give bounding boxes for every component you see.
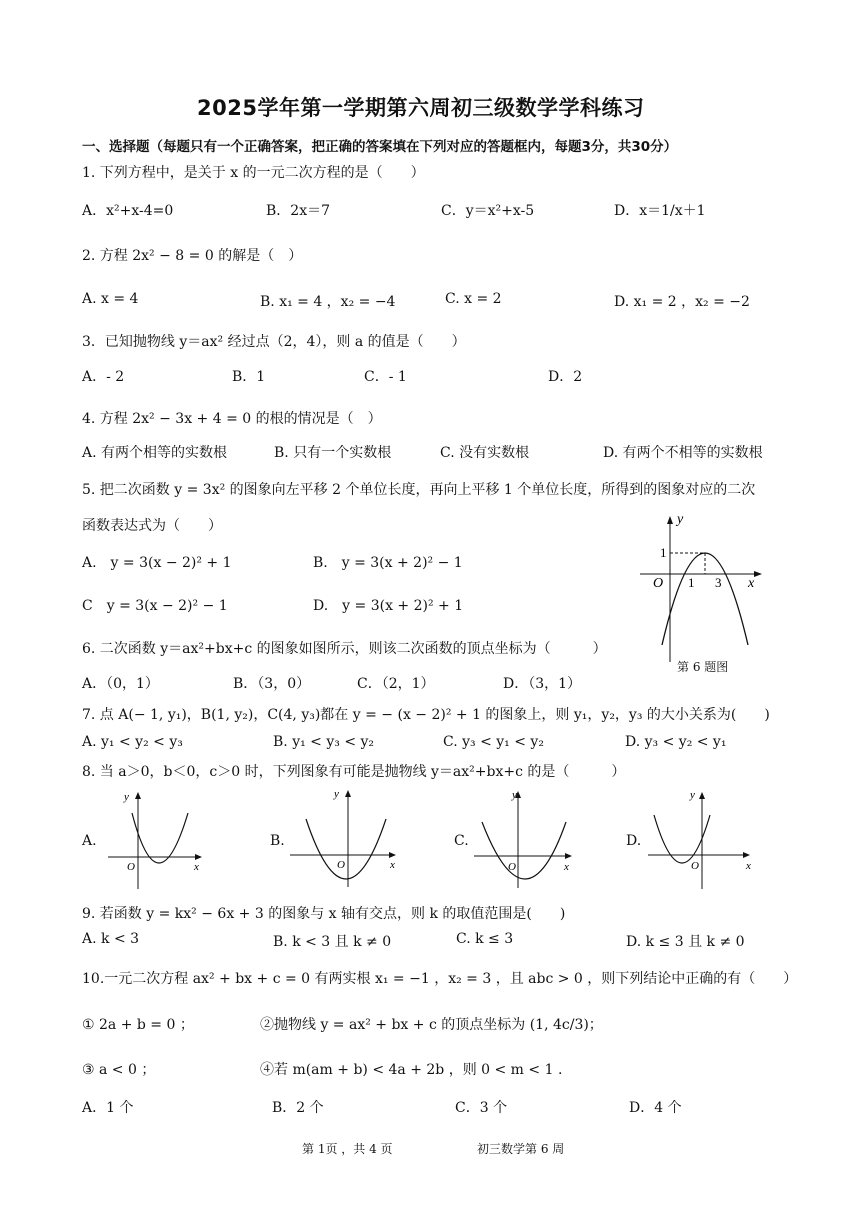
q7-option-a: A. y₁ < y₂ < y₃: [82, 734, 183, 750]
q2-option-c: C. x = 2: [445, 291, 502, 307]
q10-option-c: C．3 个: [455, 1100, 508, 1116]
origin-label: O: [337, 859, 345, 871]
question-5-stem-cont: 函数表达式为（ ）: [82, 518, 222, 534]
q6-option-a: A．（0，1）: [82, 676, 159, 692]
page-title: 2025学年第一学期第六周初三级数学学科练习: [197, 96, 645, 120]
question-2-stem: 2. 方程 2x² − 8 = 0 的解是（ ）: [82, 248, 303, 264]
question-5-stem: 5. 把二次函数 y = 3x² 的图象向左平移 2 个单位长度，再向上平移 1 个单位长度，所得到的图象对应的二次: [82, 482, 756, 498]
fig6-tick-1: 1: [688, 575, 695, 590]
q10-option-b: B．2 个: [272, 1100, 324, 1116]
q8-label-a: A.: [82, 833, 97, 849]
q9-option-d: D. k ≤ 3 且 k ≠ 0: [626, 934, 745, 950]
q5-option-b: B. y = 3(x + 2)² − 1: [313, 555, 463, 571]
q6-option-d: D．（3，1）: [503, 676, 582, 692]
q8-label-b: B.: [270, 833, 285, 849]
q5-option-a: A. y = 3(x − 2)² + 1: [82, 555, 232, 571]
question-8-stem: 8. 当 a＞0，b＜0，c＞0 时，下列图象有可能是抛物线 y＝ax²+bx+c 的是（ ）: [82, 764, 626, 780]
q6-option-b: B．（3，0）: [233, 676, 311, 692]
q10-option-a: A．1 个: [82, 1100, 134, 1116]
x-axis-label: x: [194, 861, 199, 873]
figure-6-graph: [640, 512, 770, 662]
q3-option-a: A．- 2: [82, 369, 125, 385]
q3-option-b: B．1: [232, 369, 266, 385]
section-heading: 一、选择题（每题只有一个正确答案，把正确的答案填在下列对应的答题框内，每题3分，共30分）: [82, 139, 678, 155]
q8-graph-c: [474, 784, 579, 890]
q9-option-c: C. k ≤ 3: [456, 931, 514, 947]
q10-option-d: D．4 个: [629, 1100, 682, 1116]
y-axis-label: y: [334, 788, 339, 800]
q2-option-a: A. x = 4: [82, 291, 139, 307]
y-axis-label: y: [124, 791, 129, 803]
q1-option-b: B．2x＝7: [266, 203, 330, 219]
footer-tag: 初三数学第 6 周: [477, 1142, 565, 1156]
question-3-stem: 3．已知抛物线 y＝ax² 经过点（2，4），则 a 的值是（ ）: [82, 334, 466, 350]
question-10-stem: 10.一元二次方程 ax² + bx + c = 0 有两实根 x₁ = −1 ，x₂ = 3 ，且 abc > 0 ，则下列结论中正确的有（ ）: [82, 971, 798, 987]
figure-6-caption: 第 6 题图: [677, 660, 729, 674]
q1-option-d: D．x＝1/x＋1: [614, 203, 706, 219]
q5-option-c: C y = 3(x − 2)² − 1: [82, 598, 228, 614]
q3-option-c: C．- 1: [364, 369, 407, 385]
q4-option-d: D. 有两个不相等的实数根: [603, 445, 763, 461]
fig6-tick-3: 3: [715, 575, 722, 590]
q1-option-c: C．y＝x²+x-5: [441, 203, 535, 219]
fig6-origin: O: [653, 576, 664, 591]
q4-option-a: A. 有两个相等的实数根: [82, 445, 228, 461]
origin-label: O: [691, 860, 699, 872]
q2-option-d: D. x₁ = 2 ，x₂ = −2: [614, 294, 750, 310]
footer-page-number: 第 1页 ，共 4 页: [302, 1142, 393, 1156]
q6-option-c: C．（2，1）: [357, 676, 435, 692]
q3-option-d: D．2: [548, 369, 583, 385]
q2-option-b: B. x₁ = 4 ，x₂ = −4: [260, 294, 396, 310]
q8-label-d: D.: [626, 833, 642, 849]
q5-option-d: D. y = 3(x + 2)² + 1: [313, 598, 464, 614]
fig6-y-label: y: [677, 512, 684, 527]
x-axis-label: x: [746, 860, 751, 872]
q9-option-b: B. k < 3 且 k ≠ 0: [273, 934, 392, 950]
question-1-stem: 1. 下列方程中，是关于 x 的一元二次方程的是（ ）: [82, 165, 425, 181]
fig6-tick-y1: 1: [660, 545, 667, 560]
fig6-x-label: x: [748, 576, 755, 591]
q4-option-b: B. 只有一个实数根: [274, 445, 392, 461]
question-9-stem: 9. 若函数 y = kx² − 6x + 3 的图象与 x 轴有交点，则 k 的取值范围是( ): [82, 906, 566, 922]
origin-label: O: [127, 861, 135, 873]
question-6-stem: 6. 二次函数 y＝ax²+bx+c 的图象如图所示，则该二次函数的顶点坐标为（ ）: [82, 641, 607, 657]
q8-label-c: C.: [454, 833, 469, 849]
x-axis-label: x: [564, 861, 569, 873]
q1-option-a: A．x²+x-4=0: [82, 203, 174, 219]
q7-option-c: C. y₃ < y₁ < y₂: [443, 734, 544, 750]
y-axis-label: y: [690, 789, 695, 801]
y-axis-label: y: [512, 789, 517, 801]
origin-label: O: [508, 861, 516, 873]
q8-graph-a: [108, 785, 208, 890]
q7-option-d: D. y₃ < y₂ < y₁: [625, 734, 727, 750]
q7-option-b: B. y₁ < y₃ < y₂: [273, 734, 375, 750]
q8-graph-b: [290, 783, 402, 891]
question-7-stem: 7. 点 A(− 1, y₁)，B(1, y₂)，C(4, y₃)都在 y = − (x − 2)² + 1 的图象上，则 y₁，y₂，y₃ 的大小关系为( ): [82, 707, 770, 723]
q4-option-c: C. 没有实数根: [440, 445, 530, 461]
q10-statement-4: ④若 m(am + b) < 4a + 2b ，则 0 < m < 1 .: [260, 1062, 563, 1078]
question-4-stem: 4. 方程 2x² − 3x + 4 = 0 的根的情况是（ ）: [82, 411, 382, 427]
q10-statement-3: ③ a < 0 ；: [82, 1062, 156, 1078]
x-axis-label: x: [390, 859, 395, 871]
q10-statement-1: ① 2a + b = 0 ；: [82, 1017, 194, 1033]
q8-graph-d: [648, 785, 758, 890]
q10-statement-2: ②抛物线 y = ax² + bx + c 的顶点坐标为 (1, 4c/3)；: [260, 1017, 603, 1033]
q9-option-a: A. k < 3: [82, 931, 140, 947]
